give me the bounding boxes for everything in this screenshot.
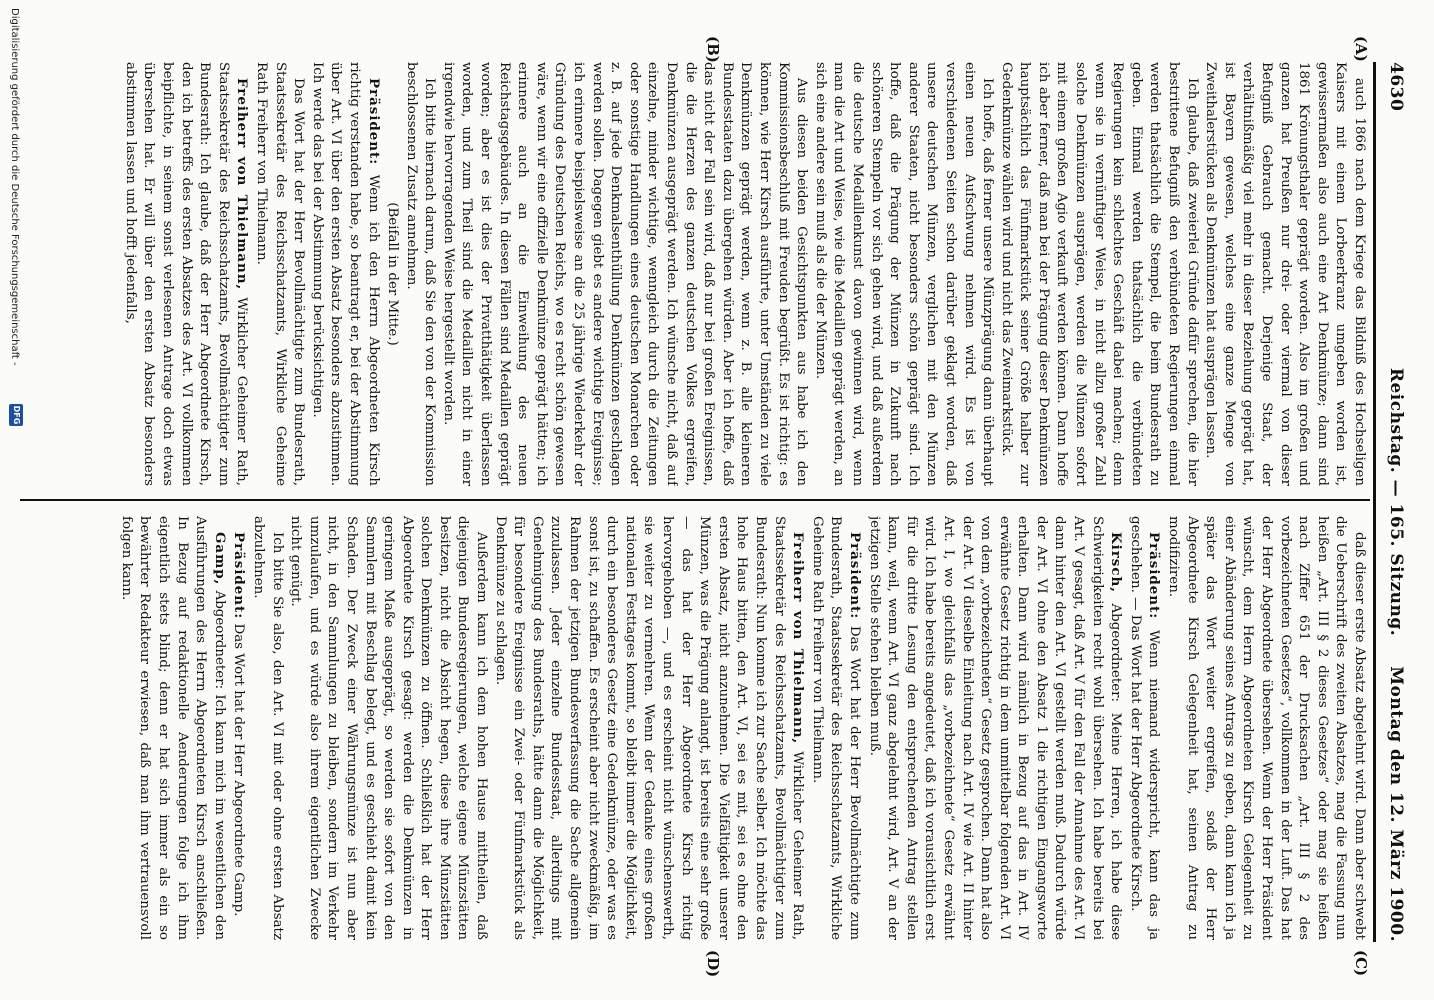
paragraph xyxy=(248,516,285,940)
paragraph xyxy=(1201,62,1368,486)
paragraph-text: Ich bitte hiernach darum, daß Sie den von der Kommission beschlossenen Zusatz annehmen. xyxy=(403,62,438,486)
paragraph-text: Wirklicher Geheimer Rath, Staatssekretär des Reichsschatzamts, Bevollmächtigter zum Bundesrath: Ich glaube, daß der Herr Abgeordnete Kirsch, den ich betreffs des ersten Absatzes des Art. VI vollkommen beipflichte, in seinem sonst verlesenen Antrage doch etwas übersehen hat. Er will über den ersten Absatz besonders abstimmen lassen und hofft jedenfalls, xyxy=(122,62,250,486)
footer-text: Digitalisierung gefördert durch die Deutsche Forschungsgemeinschaft - xyxy=(9,8,20,366)
paragraph-text: Das Wort hat der Herr Bevollmächtigte zum Bundesrath, Staatssekretär des Reichsschatzamts, Wirkliche Geheime Rath Freiherr von Thielmann. xyxy=(809,516,862,940)
speaker-name: Präsident: xyxy=(231,532,248,620)
paragraph-text: Ich bitte Sie also, den Art. VI mit oder ohne ersten Absatz abzulehnen. xyxy=(250,516,285,940)
paragraph-text: daß dieser erste Absatz abgelehnt wird. Dann aber schwebt die Ueberschrift des zweiten Absatzes, mag die Fassung nun heißen „Art. III § 2 dieses Gesetzes“ oder mag sie heißen nach Ziffer 651 der Drucksachen „Art. III § 2 des vorbezeichneten Gesetzes“, vollkommen in der Luft. Das hat der Herr Abgeordnete übersehen. Wenn der Herr Präsident wünscht, dem Herrn Abgeordneten Kirsch Gelegenheit zu einer Abänderung seines Antrags zu geben, dann kann ich ja später das Wort weiter ergreifen, sodaß der Herr Abgeordnete Kirsch Gelegenheit hat, seinen Antrag zu modifiziren. xyxy=(1166,516,1367,940)
paragraph xyxy=(307,62,382,486)
margin-marker-a: (A) xyxy=(1352,36,1370,62)
left-column xyxy=(18,62,1368,486)
paragraph-text: Außerdem kann ich dem hohen Hause mittheilen, daß diejenigen Bundesregierungen, welche eigene Münzstätten besitzen, nicht die Absicht hegen, diese ihre Münzstätten solchen Denkmünzen zu öffnen. Schließlich hat der Herr Abgeordnete Kirsch gesagt: werden die Denkmünzen in geringem Maße ausgeprägt, so werden sie sofort von den Sammlern mit Beschlag belegt, und es geschieht damit kein Schaden. Der Zweck einer Währungsmünze ist nun aber nicht, in den Sammlungen zu bleiben, sondern im Verkehr umzulaufen, und es würde also ihrem eigentlichen Zwecke nicht genügt. xyxy=(288,516,490,940)
paragraph-text: Wirklicher Geheimer Rath, Staatssekretär des Reichsschatzamts, Bevollmächtigter zum Bundesrath: Nun komme ich zur Sache selber. Ich möchte das hohe Haus bitten, den Art. VI, sei es mit, sei es ohne den ersten Absatz, nicht anzunehmen. Die Vielfältigkeit unserer Münzen, was die Prägung anlangt, ist bereits eine sehr große — das hat der Herr Abgeordnete Kirsch richtig hervorgehoben —, und es erscheint nicht wünschenswerth, sie weiter zu vermehren. Wenn der Gedanke eines großen nationalen Festtages kommt, so bleibt immer die Möglichkeit, durch ein besonderes Gesetz eine Gedenkmünze, oder was es sonst ist, zu schaffen. Es erscheint aber nicht zweckmäßig, im Rahmen der jetzigen Bundesverfassung die Sache allgemein zuzulassen. Jeder einzelne Bundesstaat, allerdings mit Genehmigung des Bundesraths, hätte dann die Möglichkeit, für besondere Ereignisse ein Zwei- oder Fünfmarkstück als Denkmünze zu schlagen. xyxy=(492,516,806,940)
header-date: Montag den 12. März 1900. xyxy=(1386,666,1406,942)
paragraph xyxy=(807,516,864,940)
speaker-name: Kirsch, xyxy=(1108,532,1125,593)
paragraph xyxy=(438,62,810,486)
paragraph xyxy=(401,62,438,486)
paragraph xyxy=(120,62,251,486)
paragraph xyxy=(1163,516,1368,940)
paragraph xyxy=(229,516,249,940)
header-rule xyxy=(1373,62,1376,942)
page-header xyxy=(1378,62,1412,942)
paragraph-text: Abgeordneter: Meine Herren, ich habe diese Schwierigkeiten recht wohl übersehen. Ich habe bereits bei Art. V gesagt, daß Art. V für den Fall der Annahme des Art. VI dann hinter den Art. VI gestellt werden muß. Dadurch würde der Art. VI ohne den Absatz 1 die richtigen Eingangsworte erhalten. Dann wird nämlich in Bezug auf das in Art. IV erwähnte Gesetz richtig in dem unmittelbar folgenden Art. VI von dem „vorbezeichneten“ Gesetz gesprochen. Dann hat also der Art. VI dieselbe Einleitung nach Art. IV wie Art. II hinter Art. I, wo gleichfalls das „vorbezeichnete“ Gesetz erwähnt wird. Ich habe bereits angedeutet, daß ich vorausichtlich erst für die dritte Lesung den entsprechenden Antrag stellen kann, weil, wenn Art. VI ganz abgelehnt wird, Art. V an der jetzigen Stelle stehen bleiben muß. xyxy=(866,516,1124,940)
paragraph-text: Das Wort hat der Herr Bevollmächtigte zum Bundesrath, Staatssekretär des Reichsschatzamts, Wirkliche Geheime Rath Freiherr von Thielmann. xyxy=(253,62,307,486)
speaker-name: Freiherr von Thielmann, xyxy=(790,532,807,745)
paragraph xyxy=(286,516,491,940)
header-title: Reichstag. — 165. Sitzung. xyxy=(1386,367,1406,637)
right-column xyxy=(18,516,1368,940)
speaker-name: Präsident: xyxy=(846,532,863,620)
paragraph xyxy=(864,516,1125,940)
page-number: 4630 xyxy=(1386,62,1406,112)
paragraph-text: Abgeordneter: Ich kann mich im wesentlichen den Ausführungen des Herrn Abgeordneten Kirsch anschließen. In Bezug auf redaktionelle Aenderungen folge ich ihm eigentlich stets blind; denn er hat sich immer als ein so bewährter Redakteur erwiesen, daß man ihm vertrauensvoll folgen kann. xyxy=(118,516,227,940)
paragraph xyxy=(810,62,996,486)
paragraph xyxy=(116,516,229,940)
paragraph-text: Ich hoffe, daß ferner unsere Münzprägung dann überhaupt einen neuen Aufschwung nehmen wird. Es ist von verschiedenen Seiten schon darüber geklagt worden, daß unsere deutschen Münzen, verglichen mit den Münzen anderer Staaten, nicht besonders schön geprägt sind. Ich hoffe, daß die Prägung der Münzen in Zukunft nach schöneren Stempeln vor sich gehen wird, und daß außerdem die deutsche Medaillenkunst davon gewinnen wird, wenn man die Art und Weise, wie die Medaillen geprägt werden, an sich eine andere sein muß als die der Münzen. xyxy=(812,62,996,486)
paragraph-text: Wenn ich den Herrn Abgeordneten Kirsch richtig verstanden habe, so beantragt er, bei der Abstimmung über Art. VI über den ersten Absatz besonders abzustimmen. Ich werde das bei der Abstimmung berücksichtigen. xyxy=(309,62,381,486)
margin-marker-c: (C) xyxy=(1352,950,1370,977)
speaker-name: Präsident: xyxy=(1146,532,1163,620)
paragraph xyxy=(490,516,807,940)
footer xyxy=(4,0,26,1000)
paragraph-text: auch 1866 nach dem Kriege das Bildniß des Hochseligen Kaisers mit einem Lorbeerkranz umgeben worden ist, gewissermaßen also auch eine Art Denkmünze; dann sind 1861 Krönungsthaler geprägt worden. Also im großen und ganzen hat Preußen nur drei- oder viermal von dieser Befugniß Gebrauch gemacht. Derjenige Staat, der verhältnißmäßig viel mehr in dieser Beziehung geprägt hat, ist Bayern gewesen, welches eine ganze Menge von Zweithalerstücken als Denkmünzen hat ausprägen lassen. xyxy=(1203,62,1367,486)
paragraph-text: (Beifall in der Mitte.) xyxy=(385,202,401,346)
dfg-logo: DFG xyxy=(9,404,23,426)
paragraph-text: Wenn niemand widerspricht, kann das ja geschehen. — Das Wort hat der Herr Abgeordnete Kirsch. xyxy=(1127,516,1162,940)
speaker-name: Freiherr von Thielmann, xyxy=(234,78,251,291)
paragraph xyxy=(996,62,1201,486)
paragraph xyxy=(251,62,307,486)
margin-marker-b: (B) xyxy=(704,36,722,63)
column-divider xyxy=(20,499,1370,501)
paragraph-text: Das Wort hat der Herr Abgeordnete Gamp. xyxy=(231,623,247,917)
paragraph xyxy=(1125,516,1163,940)
margin-marker-d: (D) xyxy=(704,950,722,978)
paragraph xyxy=(383,62,402,486)
paragraph-text: Aus diesen beiden Gesichtspunkten aus habe ich den Kommissionsbeschluß mit Freuden begrüßt. Es ist richtig: es können, wie Herr Kirsch ausführte, unter Umständen zu viele Denkmünzen geprägt werden, wenn z. B. alle kleineren Bundesstaaten dazu übergehen würden. Aber ich hoffe, daß das nicht der Fall sein wird, daß nur bei großen Ereignissen, die die Herzen des ganzen deutschen Volkes ergreifen, Denkmünzen ausgeprägt werden. Ich wünsche nicht, daß auf einzelne, minder wichtige, wenngleich durch die Zeitungen oder sonstige Handlungen eines deutschen Monarchen oder z. B. auf jede Denkmalsenthüllung Denkmünzen geschlagen werden sollen. Dagegen giebt es andere wichtige Ereignisse; ich erinnere beispielsweise an die 25 jährige Wiederkehr der Gründung des Deutschen Reichs, wo es recht schön gewesen wäre, wenn wir eine offizielle Denkmünze geprägt hätten; ich erinnere auch an die Einweihung des neuen Reichstagsgebäudes. In diesen Fällen sind Medaillen geprägt worden; aber es ist dies der Privatthätigkeit überlassen worden, und zum Theil sind die Medaillen nicht in einer irgendwie hervorragenden Weise hergestellt worden. xyxy=(440,62,810,486)
speaker-name: Präsident: xyxy=(365,78,382,166)
speaker-name: Gamp, xyxy=(211,532,228,586)
paragraph-text: Ich glaube, daß zweierlei Gründe dafür sprechen, die hier bestrittene Befugniß den verbündeten Regierungen einmal werden thatsächlich die Stempel, die beim Bundesrath zu geben. Einmal werden thatsächlich die verbündeten Regierungen kein schlechtes Geschäft dabei machen; denn wenn sie in vernünftiger Weise, in nicht allzu großer Zahl solche Denkmünzen ausprägen, werden die Münzen sofort mit einem großen Agio verkauft werden können. Dann hoffe ich aber ferner, daß man bei der Prägung dieser Denkmünzen hauptsächlich das Fünfmarkstück seiner Größe halber zur Gedenkmünze wählen wird und nicht das Zweimarkstück. xyxy=(998,62,1200,486)
